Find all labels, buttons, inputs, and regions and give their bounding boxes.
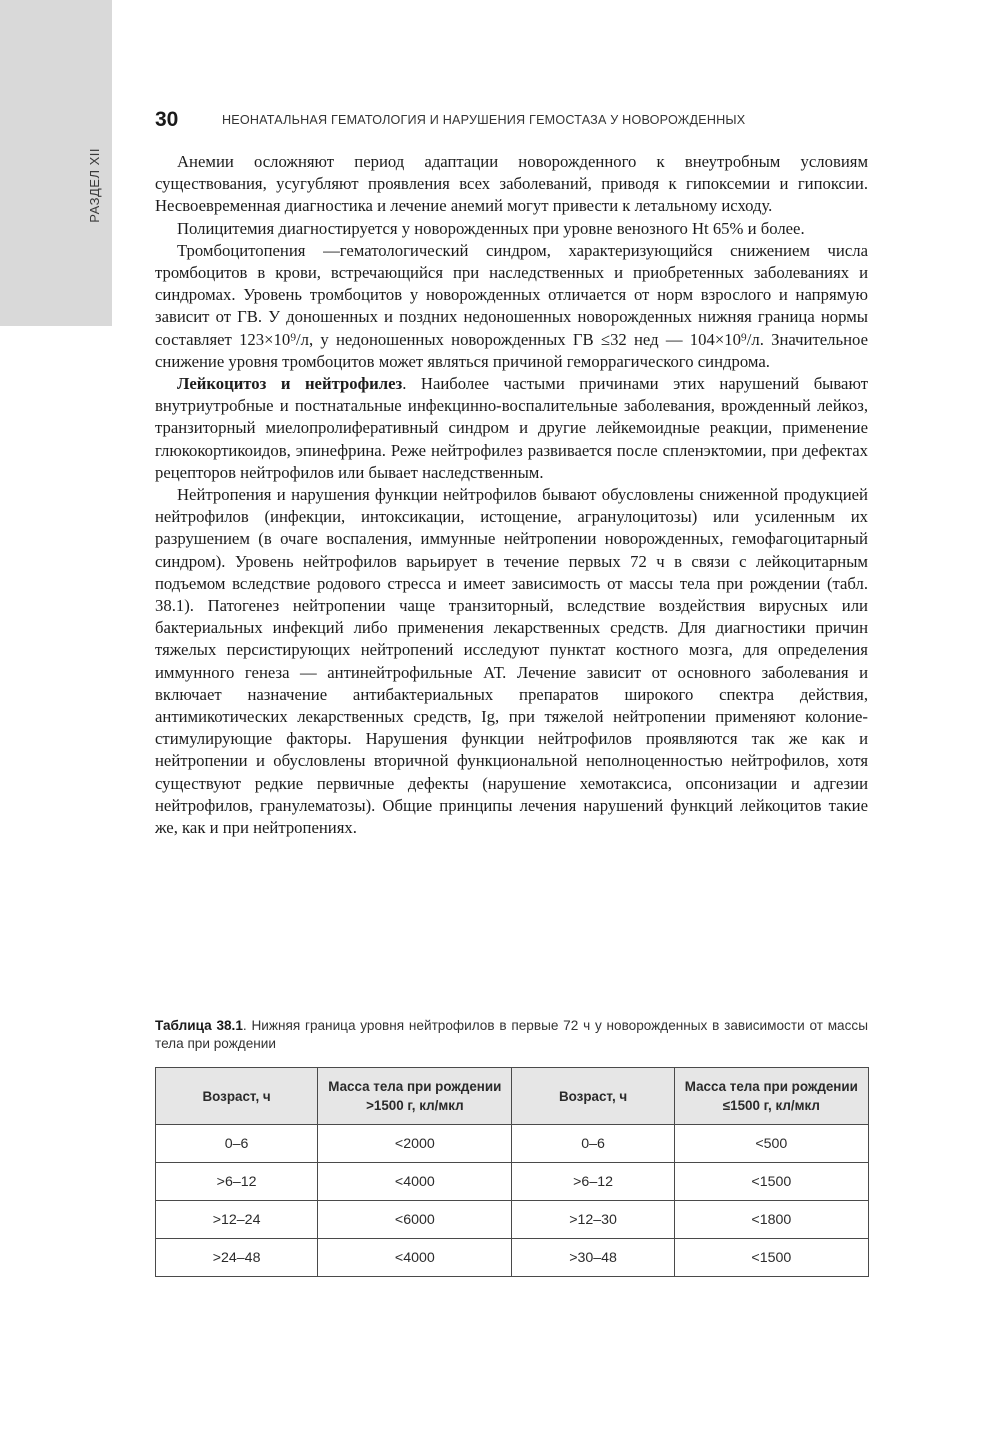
paragraph — [155, 373, 868, 484]
table-cell: <500 — [674, 1125, 868, 1163]
paragraph-text: Тромбоцитопения —гематологический синдром, характеризующийся снижением числа тромбоцитов в крови, встречающийся при наследственных и приобретенных заболеваниях и синдромах. Уровень тромбоцитов у новорожденных отличается от норм взрослого и напрямую зависит от ГВ. У доношенных и поздних недоношенных новорожденных нижняя граница нормы составляет 123×10⁹/л, у недоношенных новорожденных ГВ ≤32 нед — 104×10⁹/л. Значительное снижение уровня тромбоцитов может являться причиной геморрагического синдрома. — [155, 240, 868, 371]
neutrophil-table — [155, 1067, 869, 1277]
table-cell: <4000 — [318, 1163, 512, 1201]
paragraph — [155, 240, 868, 373]
paragraph-text: Нейтропения и нарушения функции нейтрофилов бывают обусловлены сниженной продукцией нейтрофилов (инфекции, интоксикации, истощение, агранулоцитозы) или усиленным их разрушением (в очаге воспаления, иммунные нейтропении новорожденных, гемофагоцитарный синдром). Уровень нейтрофилов варьирует в течение первых 72 ч в связи с лейкоцитарным подъемом вследствие родового стресса и имеет зависимость от массы тела при рождении (табл. 38.1). Патогенез нейтропении чаще транзиторный, вследствие воздействия вирусных или бактериальных инфекций либо применения лекарственных средств. Для диагностики причин тяжелых персистирующих нейтропений исследуют пунктат костного мозга, для определения иммунного генеза — антинейтрофильные АТ. Лечение зависит от основного заболевания и включает назначение антибактериальных препаратов широкого спектра действия, антимикотических лекарственных средств, Ig, при тяжелой нейтропении применяют колоние-стимулирующие факторы. Нарушения функции нейтрофилов проявляются так же как и нейтропении и обусловлены вторичной функциональной неполноценностью нейтрофилов, хотя существуют редкие первичные дефекты (нарушение хемотаксиса, опсонизации и адгезии нейтрофилов, гранулематозы). Общие принципы лечения нарушений функций лейкоцитов такие же, как и при нейтропениях. — [155, 485, 868, 838]
table-header-cell: Возраст, ч — [512, 1068, 674, 1125]
table-header-cell: Масса тела при рождении >1500 г, кл/мкл — [318, 1068, 512, 1125]
paragraph — [155, 484, 868, 839]
table-cell: >30–48 — [512, 1239, 674, 1277]
table-cell: >6–12 — [156, 1163, 318, 1201]
table-cell: <1500 — [674, 1239, 868, 1277]
paragraph — [155, 218, 868, 240]
table-row — [156, 1125, 869, 1163]
table-cell: >12–30 — [512, 1201, 674, 1239]
table-cell: >12–24 — [156, 1201, 318, 1239]
running-title: НЕОНАТАЛЬНАЯ ГЕМАТОЛОГИЯ И НАРУШЕНИЯ ГЕМОСТАЗА У НОВОРОЖДЕННЫХ — [222, 113, 746, 127]
table-cell: <2000 — [318, 1125, 512, 1163]
paragraph-text: . Наиболее частыми причинами этих нарушений бывают внутриутробные и постнатальные инфекцинно-воспалительные заболевания, врожденный лейкоз, транзиторный миелопролиферативный синдром и другие лейкемоидные реакции, применение глюкокортикоидов, эпинефрина. Реже нейтрофилез развивается после спленэктомии, при дефектах рецепторов нейтрофилов или бывает наследственным. — [155, 374, 868, 482]
section-label — [80, 140, 108, 230]
table-row — [156, 1239, 869, 1277]
table-cell: <6000 — [318, 1201, 512, 1239]
table-cell: <4000 — [318, 1239, 512, 1277]
table-cell: 0–6 — [156, 1125, 318, 1163]
page-header — [155, 108, 868, 134]
table-row — [156, 1201, 869, 1239]
table-cell: <1800 — [674, 1201, 868, 1239]
table-row — [156, 1163, 869, 1201]
table-caption — [155, 1017, 868, 1053]
table-header-cell: Масса тела при рождении ≤1500 г, кл/мкл — [674, 1068, 868, 1125]
table-cell: 0–6 — [512, 1125, 674, 1163]
paragraph-text: Анемии осложняют период адаптации новорожденного к внеутробным условиям существования, усугубляют проявления всех заболеваний, приводя к гипоксемии и гипоксии. Несвоевременная диагностика и лечение анемий могут привести к летальному исходу. — [155, 152, 868, 216]
table-cell: >24–48 — [156, 1239, 318, 1277]
table-cell: <1500 — [674, 1163, 868, 1201]
body-text — [155, 151, 868, 839]
table-header-row — [156, 1068, 869, 1125]
table-caption-text: . Нижняя граница уровня нейтрофилов в первые 72 ч у новорожденных в зависимости от массы тела при рождении — [155, 1018, 868, 1051]
table-caption-label: Таблица 38.1 — [155, 1018, 243, 1033]
page-number: 30 — [155, 108, 179, 131]
paragraph-text: Полицитемия диагностируется у новорожденных при уровне венозного Ht 65% и более. — [177, 218, 805, 238]
table-cell: >6–12 — [512, 1163, 674, 1201]
paragraph-lead: Лейкоцитоз и нейтрофилез — [177, 374, 403, 394]
section-label-text: РАЗДЕЛ XII — [86, 147, 102, 223]
table-header-cell: Возраст, ч — [156, 1068, 318, 1125]
paragraph — [155, 151, 868, 218]
